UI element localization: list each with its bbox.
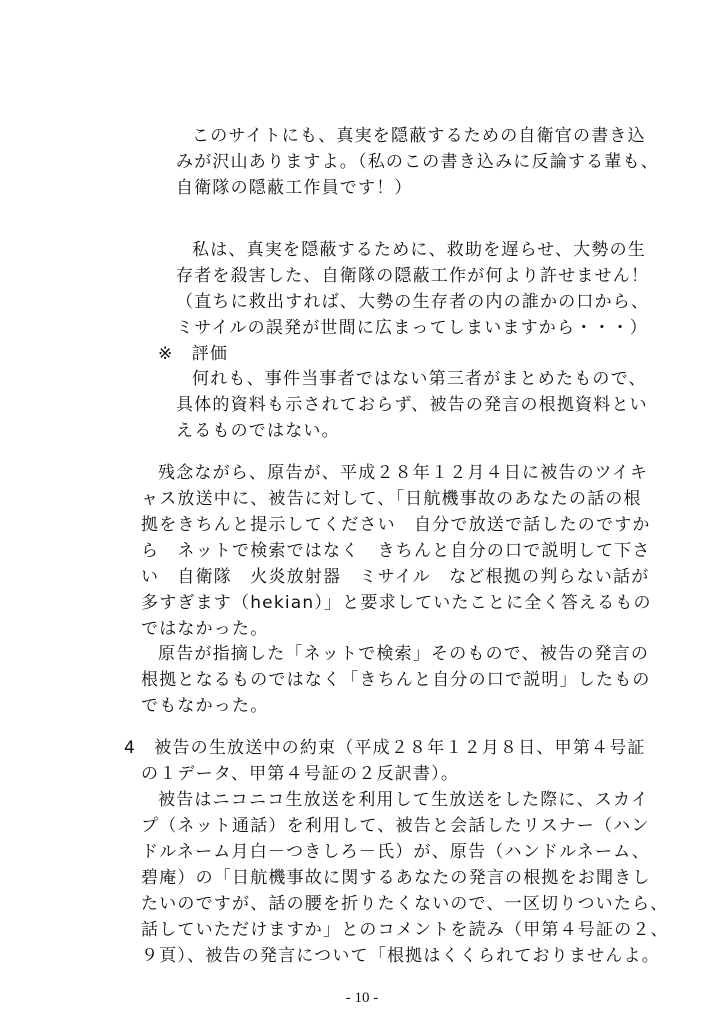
- text-line: このサイトにも、真実を隠蔽するための自衛官の書き込: [192, 126, 646, 146]
- text-line: 根拠となるものではなく「きちんと自分の口で説明」したもの: [141, 670, 651, 690]
- text-line: 碧庵）の「日航機事故に関するあなたの発言の根拠をお聞きし: [141, 868, 651, 888]
- text-line: 何れも、事件当事者ではない第三者がまとめたもので、: [192, 369, 647, 389]
- text-line: ではなかった。: [141, 619, 269, 639]
- text-line: 私は、真実を隠蔽するために、救助を遅らせ、大勢の生: [192, 240, 646, 260]
- section-heading: ※ 評価: [158, 344, 229, 364]
- text-line: 具体的資料も示されておらず、被告の発言の根拠資料とい: [176, 395, 648, 415]
- text-line: 原告が指摘した「ネットで検索」そのもので、被告の発言の: [158, 644, 650, 664]
- text-line: 被告はニコニコ生放送を利用して生放送をした際に、スカイ: [158, 790, 649, 810]
- text-line: 存者を殺害した、自衛隊の隠蔽工作が何より許せません！: [176, 266, 650, 286]
- text-line: 多すぎます（hekian）」と要求していたことに全く答えるもの: [141, 593, 652, 613]
- text-line: 残念ながら、原告が、平成２８年１２月４日に被告のツイキ: [158, 463, 649, 483]
- text-line: ミサイルの誤発が世間に広まってしまいますから・・・）: [176, 318, 649, 338]
- page-number: - 10 -: [345, 990, 379, 1006]
- text-line: （直ちに救出すれば、大勢の生存者の内の誰かの口から、: [176, 292, 650, 312]
- text-line: い 自衛隊 火炎放射器 ミサイル など根拠の判らない話が: [141, 567, 650, 587]
- text-line: プ（ネット通話）を利用して、被告と会話したリスナー（ハン: [141, 816, 650, 836]
- text-line: ９頁）、被告の発言について「根拠はくくられておりませんよ。: [141, 946, 660, 966]
- text-line: たいのですが、話の腰を折りたくないので、一区切りついたら、: [141, 894, 669, 914]
- text-line: 拠をきちんと提示してください 自分で放送で話したのですか: [141, 515, 651, 535]
- text-line: の１データ、甲第４号証の２反訳書）。: [141, 764, 460, 784]
- text-line: 話していただけますか」とのコメントを読み（甲第４号証の２、: [141, 920, 669, 940]
- text-line: えるものではない。: [176, 421, 340, 441]
- text-line: ドルネーム月白－つきしろ－氏）が、原告（ハンドルネーム、: [141, 842, 651, 862]
- text-line: みが沢山ありますよ。（私のこの書き込みに反論する輩も、: [176, 152, 659, 172]
- text-line: でもなかった。: [141, 696, 269, 716]
- section-heading: 4 被告の生放送中の約束（平成２８年１２月８日、甲第４号証: [124, 738, 646, 758]
- text-line: ャス放送中に、被告に対して、「日航機事故のあなたの話の根: [141, 489, 642, 509]
- text-line: ら ネットで検索ではなく きちんと自分の口で説明して下さ: [141, 541, 651, 561]
- text-line: 自衛隊の隠蔽工作員です！）: [176, 178, 413, 198]
